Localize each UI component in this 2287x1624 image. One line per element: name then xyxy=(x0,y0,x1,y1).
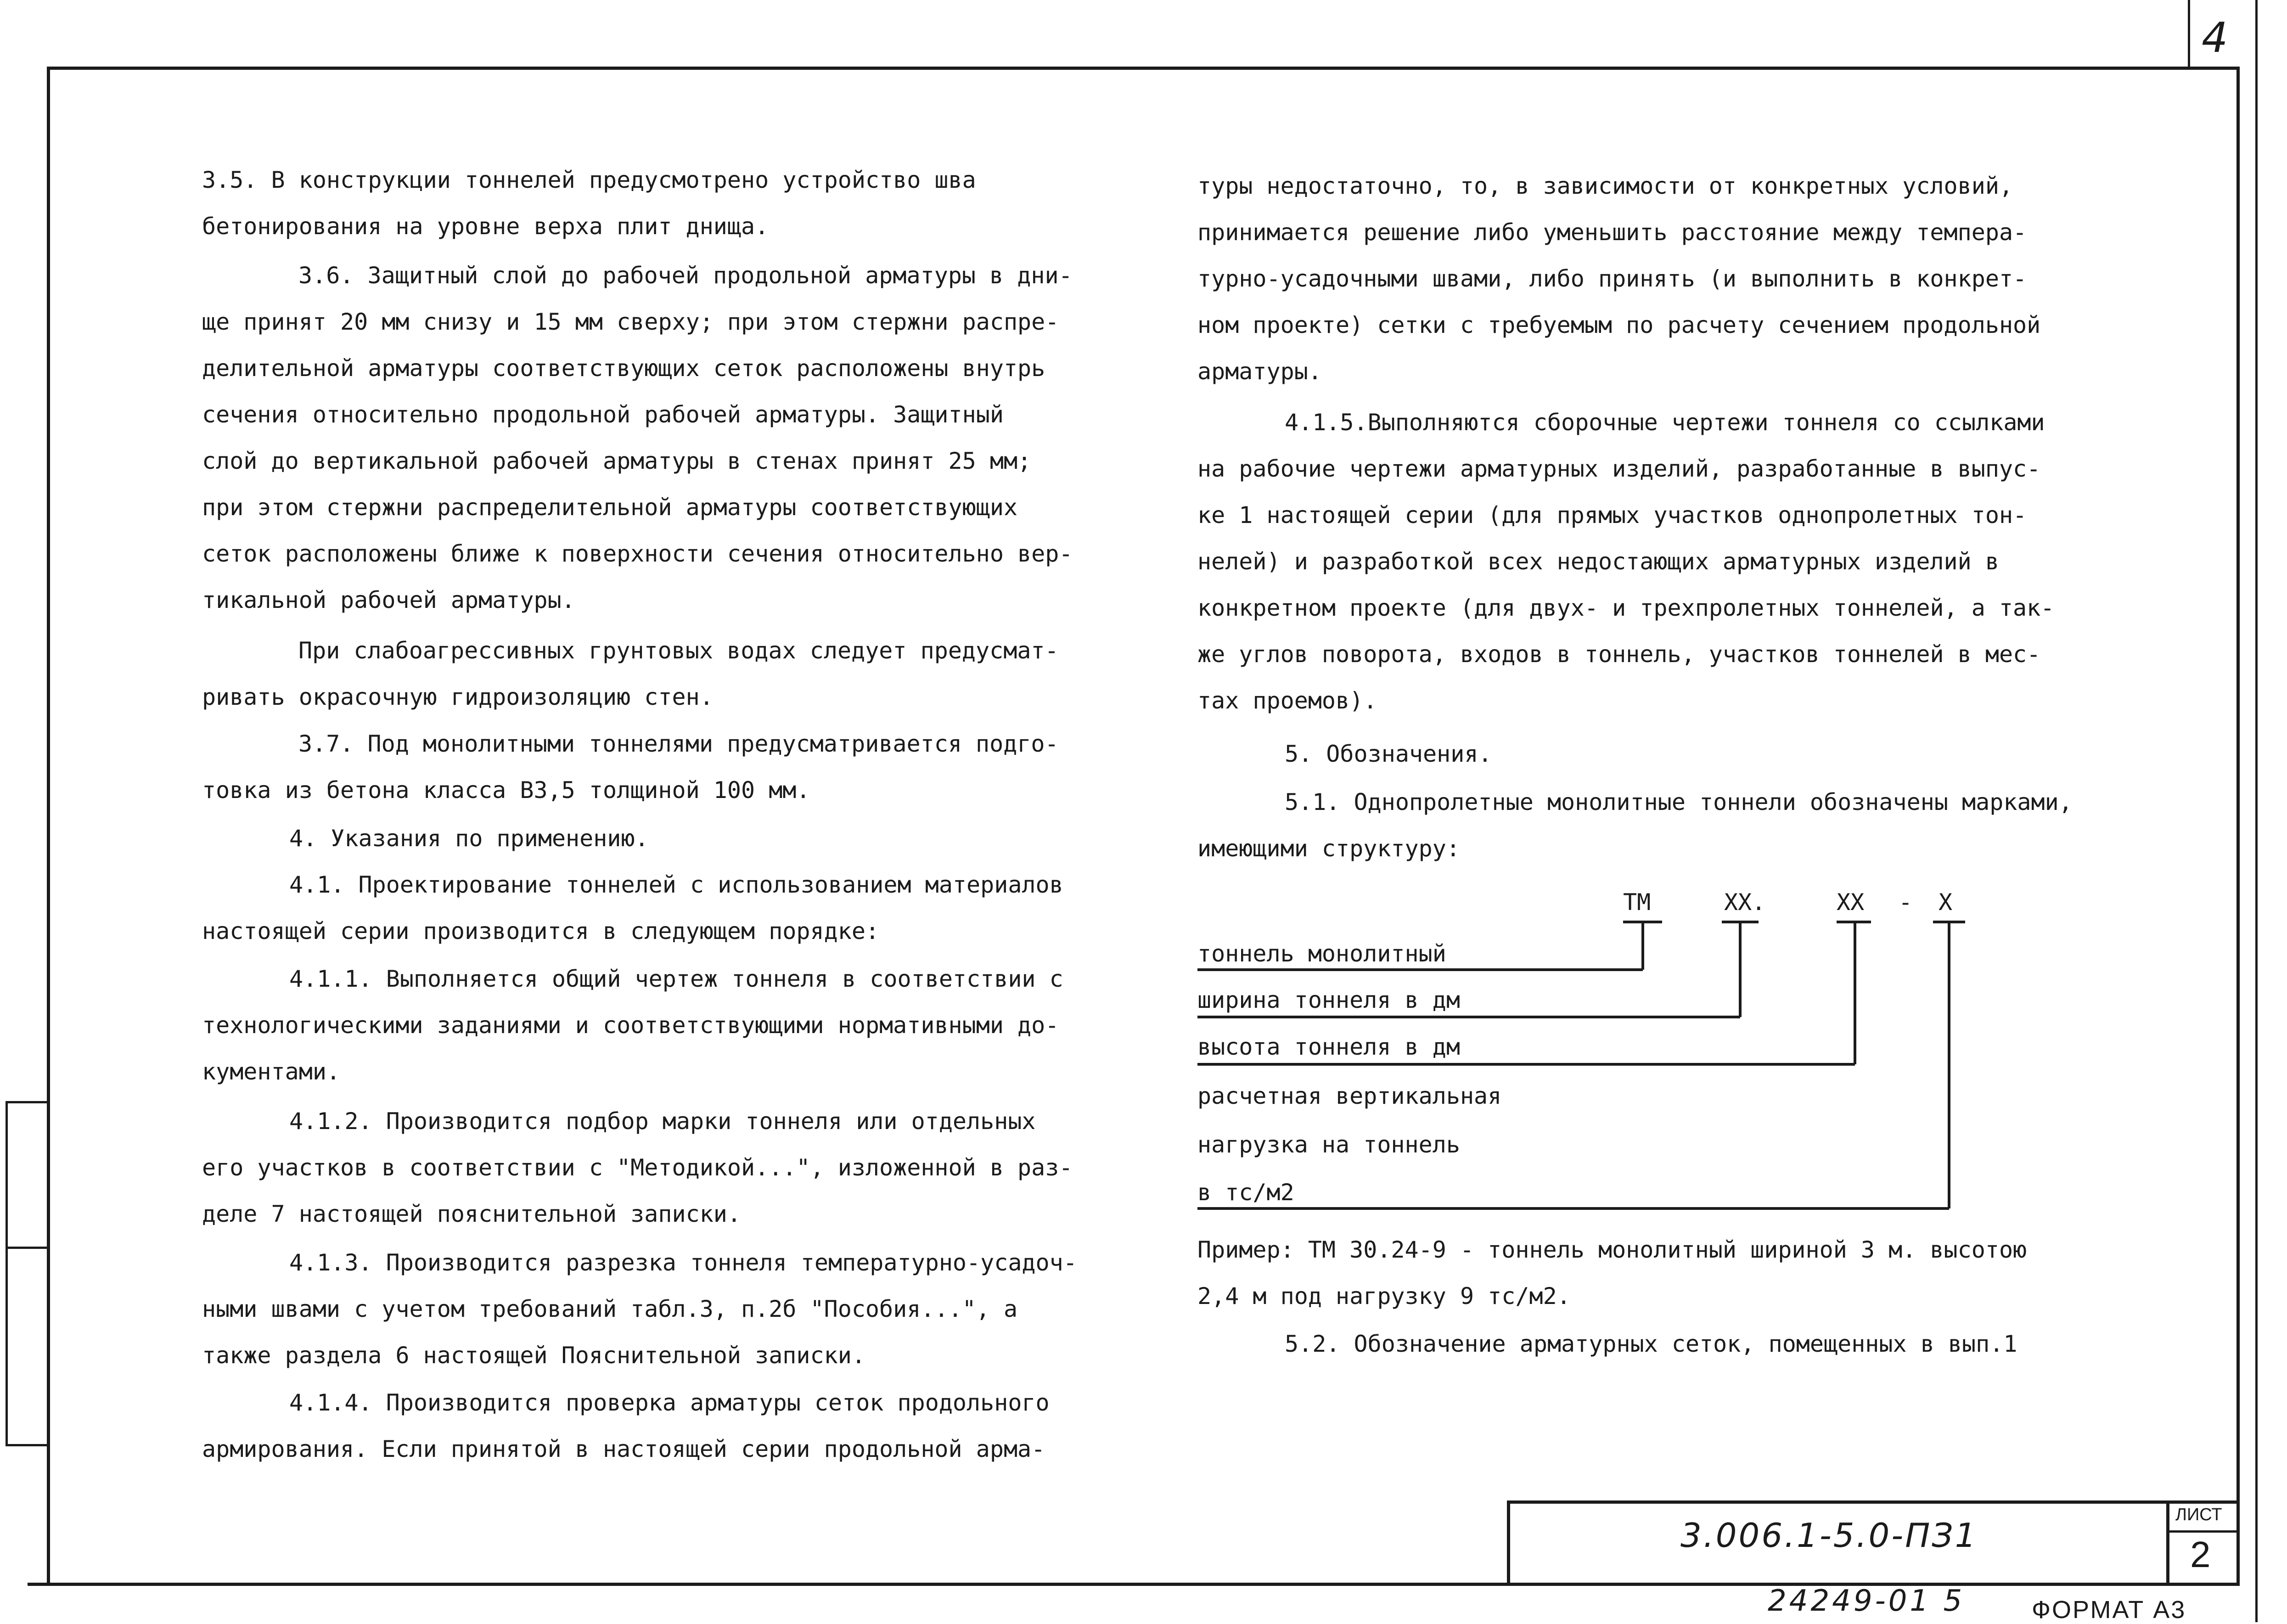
text-line: настоящей серии производится в следующем порядке: xyxy=(202,918,880,944)
scheme-label-load-1: расчетная вертикальная xyxy=(1197,1083,1502,1109)
scheme-label-load-2: нагрузка на тоннель xyxy=(1197,1131,1460,1158)
text-line: нелей) и разработкой всех недостающих арматурных изделий в xyxy=(1197,548,1999,575)
text-line: сеток расположены ближе к поверхности сечения относительно вер- xyxy=(202,540,1073,567)
scheme-code-dash: - xyxy=(1899,889,1913,916)
text-line: 3.7. Под монолитными тоннелями предусматривается подго- xyxy=(298,731,1059,757)
text-line: 4.1.1. Выполняется общий чертеж тоннеля в соответствии с xyxy=(289,966,1063,992)
scheme-code-load: X xyxy=(1939,889,1953,916)
text-line: на рабочие чертежи арматурных изделий, разработанные в выпус- xyxy=(1197,455,2041,482)
text-line: деле 7 настоящей пояснительной записки. xyxy=(202,1201,741,1227)
text-line: товка из бетона класса В3,5 толщиной 100 мм. xyxy=(202,777,810,804)
text-line: тикальной рабочей арматуры. xyxy=(202,587,575,613)
text-line: его участков в соответствии с "Методикой...", изложенной в раз- xyxy=(202,1154,1073,1181)
format-label: ФОРМАТ А3 xyxy=(2032,1596,2186,1624)
handwritten-inventory-number: 24249-01 5 xyxy=(1768,1584,1965,1618)
paragraph-5-2 xyxy=(1197,1321,2017,1367)
text-line: ном проекте) сетки с требуемым по расчету сечением продольной xyxy=(1197,312,2041,338)
text-line: сечения относительно продольной рабочей арматуры. Защитный xyxy=(202,401,1004,428)
text-line: 3.5. В конструкции тоннелей предусмотрено устройство шва xyxy=(202,167,976,193)
sheet-cell-left-line xyxy=(2166,1500,2169,1585)
text-line: же углов поворота, входов в тоннель, участков тоннелей в мес- xyxy=(1197,641,2041,668)
text-line: армирования. Если принятой в настоящей серии продольной арма- xyxy=(202,1436,1045,1462)
text-line: 5.2. Обозначение арматурных сеток, помещенных в вып.1 xyxy=(1285,1331,2017,1357)
text-line: 4. Указания по применению. xyxy=(289,825,649,852)
text-line: туры недостаточно, то, в зависимости от конкретных условий, xyxy=(1197,173,2013,199)
scheme-code-height: XX xyxy=(1837,889,1865,916)
text-line: имеющими структуру: xyxy=(1197,835,1460,862)
sheet-number: 2 xyxy=(2190,1534,2211,1575)
text-line: 4.1.2. Производится подбор марки тоннеля или отдельных xyxy=(289,1108,1036,1135)
sheet-label: ЛИСТ xyxy=(2175,1505,2222,1524)
title-block-left-line xyxy=(1507,1500,1510,1585)
scheme-label-load-3: в тс/м2 xyxy=(1197,1179,1294,1206)
scheme-label-tunnel: тоннель монолитный xyxy=(1197,940,1446,967)
text-line: кументами. xyxy=(202,1058,341,1085)
text-line: принимается решение либо уменьшить расстояние между темпера- xyxy=(1197,219,2027,246)
text-line: ными швами с учетом требований табл.3, п.2б "Пособия...", а xyxy=(202,1296,1018,1322)
text-line: делительной арматуры соответствующих сеток расположены внутрь xyxy=(202,355,1045,382)
text-line: 4.1.3. Производится разрезка тоннеля температурно-усадоч- xyxy=(289,1249,1077,1276)
text-line: 5. Обозначения. xyxy=(1285,741,1492,767)
text-line: При слабоагрессивных грунтовых водах следует предусмат- xyxy=(298,637,1059,664)
text-line: ще принят 20 мм снизу и 15 мм сверху; при этом стержни распре- xyxy=(202,309,1059,335)
scheme-code-width: XX. xyxy=(1724,889,1766,916)
text-line: 4.1. Проектирование тоннелей с использованием материалов xyxy=(289,871,1063,898)
text-line: ке 1 настоящей серии (для прямых участков однопролетных тон- xyxy=(1197,502,2027,528)
text-line: при этом стержни распределительной арматуры соответствующих xyxy=(202,494,1018,521)
text-line: слой до вертикальной рабочей арматуры в стенах принят 25 мм; xyxy=(202,448,1032,474)
text-line: технологическими заданиями и соответствующими нормативными до- xyxy=(202,1012,1059,1039)
title-block-top-line xyxy=(1507,1500,2240,1504)
text-line: 3.6. Защитный слой до рабочей продольной арматуры в дни- xyxy=(298,262,1073,289)
drawing-designation: 3.006.1-5.0-ПЗ1 xyxy=(1680,1516,1978,1555)
text-line: 5.1. Однопролетные монолитные тоннели обозначены марками, xyxy=(1285,789,2073,815)
text-line: 4.1.4. Производится проверка арматуры сеток продольного xyxy=(289,1389,1050,1416)
text-line: тах проемов). xyxy=(1197,687,1377,714)
text-line: 4.1.5.Выполняются сборочные чертежи тоннеля со ссылками xyxy=(1285,409,2045,436)
text-line: конкретном проекте (для двух- и трехпролетных тоннелей, а так- xyxy=(1197,595,2055,621)
text-line: также раздела 6 настоящей Пояснительной записки. xyxy=(202,1342,865,1369)
sheet-cell-divider xyxy=(2166,1530,2240,1533)
text-line: Пример: ТМ 30.24-9 - тоннель монолитный шириной 3 м. высотою xyxy=(1197,1236,2027,1263)
text-line: турно-усадочными швами, либо принять (и выполнить в конкрет- xyxy=(1197,265,2027,292)
text-line: арматуры. xyxy=(1197,358,1322,385)
scheme-label-width: ширина тоннеля в дм xyxy=(1197,987,1460,1013)
text-line: бетонирования на уровне верха плит днища. xyxy=(202,213,769,240)
text-line: 2,4 м под нагрузку 9 тс/м2. xyxy=(1197,1283,1571,1309)
corner-sheet-number: 4 xyxy=(2202,14,2228,62)
scheme-code-tm: ТМ xyxy=(1623,889,1651,916)
example-text xyxy=(1197,1227,2027,1320)
text-line: ривать окрасочную гидроизоляцию стен. xyxy=(202,684,714,710)
scheme-label-height: высота тоннеля в дм xyxy=(1197,1034,1460,1060)
